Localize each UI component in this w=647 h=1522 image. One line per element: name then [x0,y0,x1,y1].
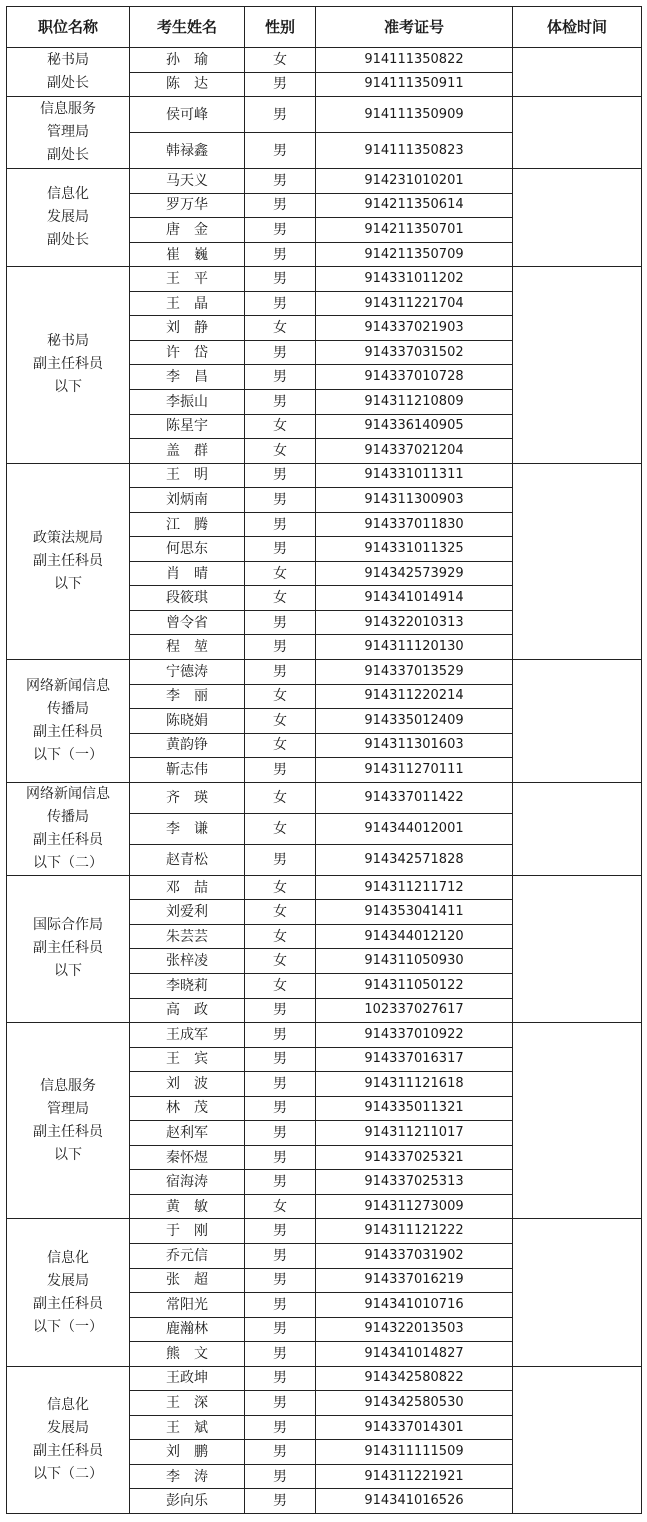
position-line: 以下（二） [33,1465,103,1482]
exam-id-cell: 914337016317 [316,1047,513,1072]
gender-cell: 男 [245,169,316,194]
exam-id-cell: 914322010313 [316,610,513,635]
candidate-name-cell: 李 涛 [130,1464,245,1489]
candidate-name-cell: 罗万华 [130,193,245,218]
exam-id-cell: 914337031902 [316,1243,513,1268]
position-line: 以下 [54,379,82,396]
position-line: 以下（一） [33,1318,103,1335]
gender-cell: 女 [245,414,316,439]
gender-cell: 男 [245,1170,316,1195]
candidate-name-cell: 于 刚 [130,1219,245,1244]
gender-cell: 男 [245,1219,316,1244]
exam-id-cell: 914337016219 [316,1268,513,1293]
gender-cell: 男 [245,1317,316,1342]
exam-id-cell: 914335012409 [316,709,513,734]
candidate-name-cell: 赵青松 [130,844,245,875]
candidate-name-cell: 侯可峰 [130,97,245,133]
table-row [7,1219,642,1244]
candidate-name-cell: 韩禄鑫 [130,133,245,169]
position-cell [7,1023,130,1219]
candidate-name-cell: 程 堃 [130,635,245,660]
gender-cell: 男 [245,1464,316,1489]
gender-cell: 女 [245,973,316,998]
exam-id-cell: 914311121222 [316,1219,513,1244]
exam-id-cell: 914337010728 [316,365,513,390]
exam-time-cell [513,48,642,97]
exam-time-cell [513,267,642,463]
exam-id-cell: 914337021204 [316,439,513,464]
exam-id-cell: 102337027617 [316,998,513,1023]
position-line: 副处长 [47,147,89,164]
exam-id-cell: 914353041411 [316,900,513,925]
gender-cell: 男 [245,635,316,660]
gender-cell: 男 [245,97,316,133]
position-cell [7,1219,130,1366]
exam-id-cell: 914311301603 [316,733,513,758]
header-name: 考生姓名 [130,7,245,48]
gender-cell: 女 [245,709,316,734]
position-line: 信息化 [47,186,89,203]
position-line: 国际合作局 [33,917,103,934]
exam-id-cell: 914331011311 [316,463,513,488]
candidate-name-cell: 许 岱 [130,340,245,365]
position-cell [7,97,130,169]
exam-id-cell: 914337025313 [316,1170,513,1195]
position-line: 发展局 [47,1419,89,1436]
candidate-name-cell: 段筱琪 [130,586,245,611]
gender-cell: 男 [245,660,316,685]
position-line: 传播局 [47,808,89,825]
candidate-name-cell: 江 腾 [130,512,245,537]
position-line: 副主任科员 [33,552,103,569]
exam-id-cell: 914311273009 [316,1194,513,1219]
position-line: 副主任科员 [33,1123,103,1140]
table-row [7,97,642,133]
gender-cell: 女 [245,316,316,341]
position-line: 副主任科员 [33,940,103,957]
position-line: 管理局 [47,124,89,141]
position-line: 秘书局 [47,333,89,350]
exam-id-cell: 914337021903 [316,316,513,341]
candidate-name-cell: 肖 晴 [130,561,245,586]
exam-time-cell [513,1219,642,1366]
gender-cell: 男 [245,488,316,513]
candidate-name-cell: 林 茂 [130,1096,245,1121]
exam-id-cell: 914111350911 [316,72,513,97]
candidate-name-cell: 李 丽 [130,684,245,709]
position-line: 政策法规局 [33,529,103,546]
exam-time-cell [513,660,642,783]
gender-cell: 男 [245,537,316,562]
gender-cell: 女 [245,813,316,844]
position-line: 以下 [54,575,82,592]
position-line: 信息化 [47,1396,89,1413]
candidate-name-cell: 黄 敏 [130,1194,245,1219]
candidate-name-cell: 赵利军 [130,1121,245,1146]
table-row [7,267,642,292]
position-cell [7,48,130,97]
exam-id-cell: 914311300903 [316,488,513,513]
candidate-name-cell: 王政坤 [130,1366,245,1391]
gender-cell: 男 [245,1440,316,1465]
exam-id-cell: 914111350823 [316,133,513,169]
position-line: 以下（一） [33,746,103,763]
candidate-name-cell: 靳志伟 [130,758,245,783]
gender-cell: 男 [245,218,316,243]
candidate-name-cell: 陈星宇 [130,414,245,439]
exam-time-cell [513,97,642,169]
position-line: 信息化 [47,1249,89,1266]
candidate-name-cell: 鹿瀚林 [130,1317,245,1342]
gender-cell: 女 [245,561,316,586]
table-row [7,782,642,813]
exam-id-cell: 914344012120 [316,924,513,949]
candidate-name-cell: 乔元信 [130,1243,245,1268]
candidate-name-cell: 宿海涛 [130,1170,245,1195]
exam-id-cell: 914322013503 [316,1317,513,1342]
exam-id-cell: 914311211712 [316,875,513,900]
exam-id-cell: 914331011202 [316,267,513,292]
position-line: 副处长 [47,232,89,249]
candidate-name-cell: 朱芸芸 [130,924,245,949]
position-line: 发展局 [47,209,89,226]
gender-cell: 女 [245,875,316,900]
exam-id-cell: 914311221921 [316,1464,513,1489]
position-line: 信息服务 [40,101,96,118]
gender-cell: 男 [245,133,316,169]
gender-cell: 女 [245,900,316,925]
position-line: 副主任科员 [33,1295,103,1312]
table-row [7,463,642,488]
gender-cell: 男 [245,1415,316,1440]
exam-id-cell: 914211350701 [316,218,513,243]
candidate-name-cell: 高 政 [130,998,245,1023]
gender-cell: 女 [245,1194,316,1219]
gender-cell: 女 [245,684,316,709]
gender-cell: 女 [245,782,316,813]
exam-id-cell: 914337011422 [316,782,513,813]
gender-cell: 男 [245,291,316,316]
gender-cell: 男 [245,1121,316,1146]
candidate-name-cell: 王 宾 [130,1047,245,1072]
gender-cell: 男 [245,1268,316,1293]
candidate-name-cell: 王成军 [130,1023,245,1048]
exam-id-cell: 914335011321 [316,1096,513,1121]
exam-id-cell: 914311211017 [316,1121,513,1146]
position-line: 网络新闻信息 [26,785,110,802]
candidate-name-cell: 张梓凌 [130,949,245,974]
gender-cell: 女 [245,949,316,974]
gender-cell: 男 [245,1047,316,1072]
gender-cell: 男 [245,193,316,218]
candidate-name-cell: 王 晶 [130,291,245,316]
exam-id-cell: 914344012001 [316,813,513,844]
position-cell [7,169,130,267]
candidate-name-cell: 刘炳南 [130,488,245,513]
position-line: 管理局 [47,1100,89,1117]
exam-id-cell: 914311270111 [316,758,513,783]
candidate-name-cell: 王 深 [130,1391,245,1416]
gender-cell: 男 [245,1096,316,1121]
gender-cell: 男 [245,340,316,365]
exam-id-cell: 914311050122 [316,973,513,998]
gender-cell: 男 [245,267,316,292]
position-line: 秘书局 [47,52,89,69]
position-line: 网络新闻信息 [26,677,110,694]
gender-cell: 男 [245,998,316,1023]
exam-id-cell: 914211350614 [316,193,513,218]
candidate-name-cell: 王 斌 [130,1415,245,1440]
exam-id-cell: 914311120130 [316,635,513,660]
gender-cell: 男 [245,1072,316,1097]
position-cell [7,463,130,659]
gender-cell: 男 [245,758,316,783]
candidate-name-cell: 何思东 [130,537,245,562]
exam-id-cell: 914341016526 [316,1489,513,1514]
gender-cell: 男 [245,1243,316,1268]
exam-time-cell [513,875,642,1022]
candidate-name-cell: 邓 喆 [130,875,245,900]
candidate-name-cell: 崔 巍 [130,242,245,267]
position-line: 信息服务 [40,1077,96,1094]
position-line: 以下（二） [33,854,103,871]
exam-id-cell: 914311050930 [316,949,513,974]
gender-cell: 男 [245,72,316,97]
candidate-name-cell: 彭向乐 [130,1489,245,1514]
exam-id-cell: 914311111509 [316,1440,513,1465]
exam-id-cell: 914331011325 [316,537,513,562]
exam-id-cell: 914211350709 [316,242,513,267]
candidate-name-cell: 张 超 [130,1268,245,1293]
gender-cell: 男 [245,844,316,875]
position-line: 副处长 [47,75,89,92]
exam-table [6,6,642,1514]
exam-id-cell: 914342580530 [316,1391,513,1416]
gender-cell: 男 [245,1023,316,1048]
position-cell [7,782,130,875]
candidate-name-cell: 盖 群 [130,439,245,464]
gender-cell: 男 [245,1145,316,1170]
position-line: 以下 [54,963,82,980]
exam-id-cell: 914336140905 [316,414,513,439]
gender-cell: 女 [245,586,316,611]
gender-cell: 女 [245,48,316,73]
gender-cell: 男 [245,463,316,488]
exam-id-cell: 914311220214 [316,684,513,709]
gender-cell: 男 [245,365,316,390]
exam-id-cell: 914231010201 [316,169,513,194]
position-line: 副主任科员 [33,1442,103,1459]
position-cell [7,1366,130,1513]
exam-id-cell: 914311121618 [316,1072,513,1097]
exam-time-cell [513,1366,642,1513]
gender-cell: 男 [245,1342,316,1367]
header-position: 职位名称 [7,7,130,48]
candidate-name-cell: 刘 鹏 [130,1440,245,1465]
position-cell [7,660,130,783]
exam-id-cell: 914342573929 [316,561,513,586]
table-row [7,1366,642,1391]
gender-cell: 男 [245,1366,316,1391]
exam-id-cell: 914111350822 [316,48,513,73]
exam-id-cell: 914337011830 [316,512,513,537]
header-row [7,7,642,48]
gender-cell: 女 [245,924,316,949]
gender-cell: 男 [245,1391,316,1416]
gender-cell: 女 [245,439,316,464]
candidate-name-cell: 王 明 [130,463,245,488]
candidate-name-cell: 马天义 [130,169,245,194]
gender-cell: 男 [245,1489,316,1514]
position-cell [7,875,130,1022]
candidate-name-cell: 王 平 [130,267,245,292]
position-line: 发展局 [47,1272,89,1289]
table-row [7,875,642,900]
position-line: 副主任科员 [33,356,103,373]
header-exam-id: 准考证号 [316,7,513,48]
candidate-name-cell: 陈晓娟 [130,709,245,734]
exam-id-cell: 914311221704 [316,291,513,316]
table-row [7,48,642,73]
candidate-name-cell: 刘爱利 [130,900,245,925]
gender-cell: 男 [245,610,316,635]
candidate-name-cell: 李 昌 [130,365,245,390]
candidate-name-cell: 宁德涛 [130,660,245,685]
exam-time-cell [513,169,642,267]
gender-cell: 男 [245,1293,316,1318]
gender-cell: 男 [245,390,316,415]
candidate-name-cell: 李振山 [130,390,245,415]
candidate-name-cell: 刘 静 [130,316,245,341]
header-exam-time: 体检时间 [513,7,642,48]
exam-id-cell: 914311210809 [316,390,513,415]
exam-id-cell: 914342580822 [316,1366,513,1391]
table-row [7,169,642,194]
gender-cell: 女 [245,733,316,758]
exam-id-cell: 914337013529 [316,660,513,685]
candidate-name-cell: 李晓莉 [130,973,245,998]
exam-id-cell: 914341014914 [316,586,513,611]
candidate-name-cell: 曾令省 [130,610,245,635]
exam-time-cell [513,1023,642,1219]
exam-id-cell: 914111350909 [316,97,513,133]
position-line: 以下 [54,1146,82,1163]
exam-id-cell: 914337025321 [316,1145,513,1170]
candidate-name-cell: 唐 金 [130,218,245,243]
candidate-name-cell: 秦怀煜 [130,1145,245,1170]
candidate-name-cell: 孙 瑜 [130,48,245,73]
exam-time-cell [513,782,642,875]
exam-time-cell [513,463,642,659]
candidate-name-cell: 熊 文 [130,1342,245,1367]
exam-id-cell: 914337010922 [316,1023,513,1048]
exam-id-cell: 914341014827 [316,1342,513,1367]
candidate-name-cell: 黄韵铮 [130,733,245,758]
candidate-name-cell: 常阳光 [130,1293,245,1318]
table-row [7,1023,642,1048]
gender-cell: 男 [245,242,316,267]
header-gender: 性别 [245,7,316,48]
position-cell [7,267,130,463]
exam-id-cell: 914342571828 [316,844,513,875]
gender-cell: 男 [245,512,316,537]
table-row [7,660,642,685]
candidate-name-cell: 齐 瑛 [130,782,245,813]
position-line: 副主任科员 [33,831,103,848]
exam-id-cell: 914341010716 [316,1293,513,1318]
candidate-name-cell: 陈 达 [130,72,245,97]
exam-id-cell: 914337014301 [316,1415,513,1440]
candidate-name-cell: 刘 波 [130,1072,245,1097]
candidate-name-cell: 李 谦 [130,813,245,844]
position-line: 副主任科员 [33,723,103,740]
exam-id-cell: 914337031502 [316,340,513,365]
position-line: 传播局 [47,700,89,717]
